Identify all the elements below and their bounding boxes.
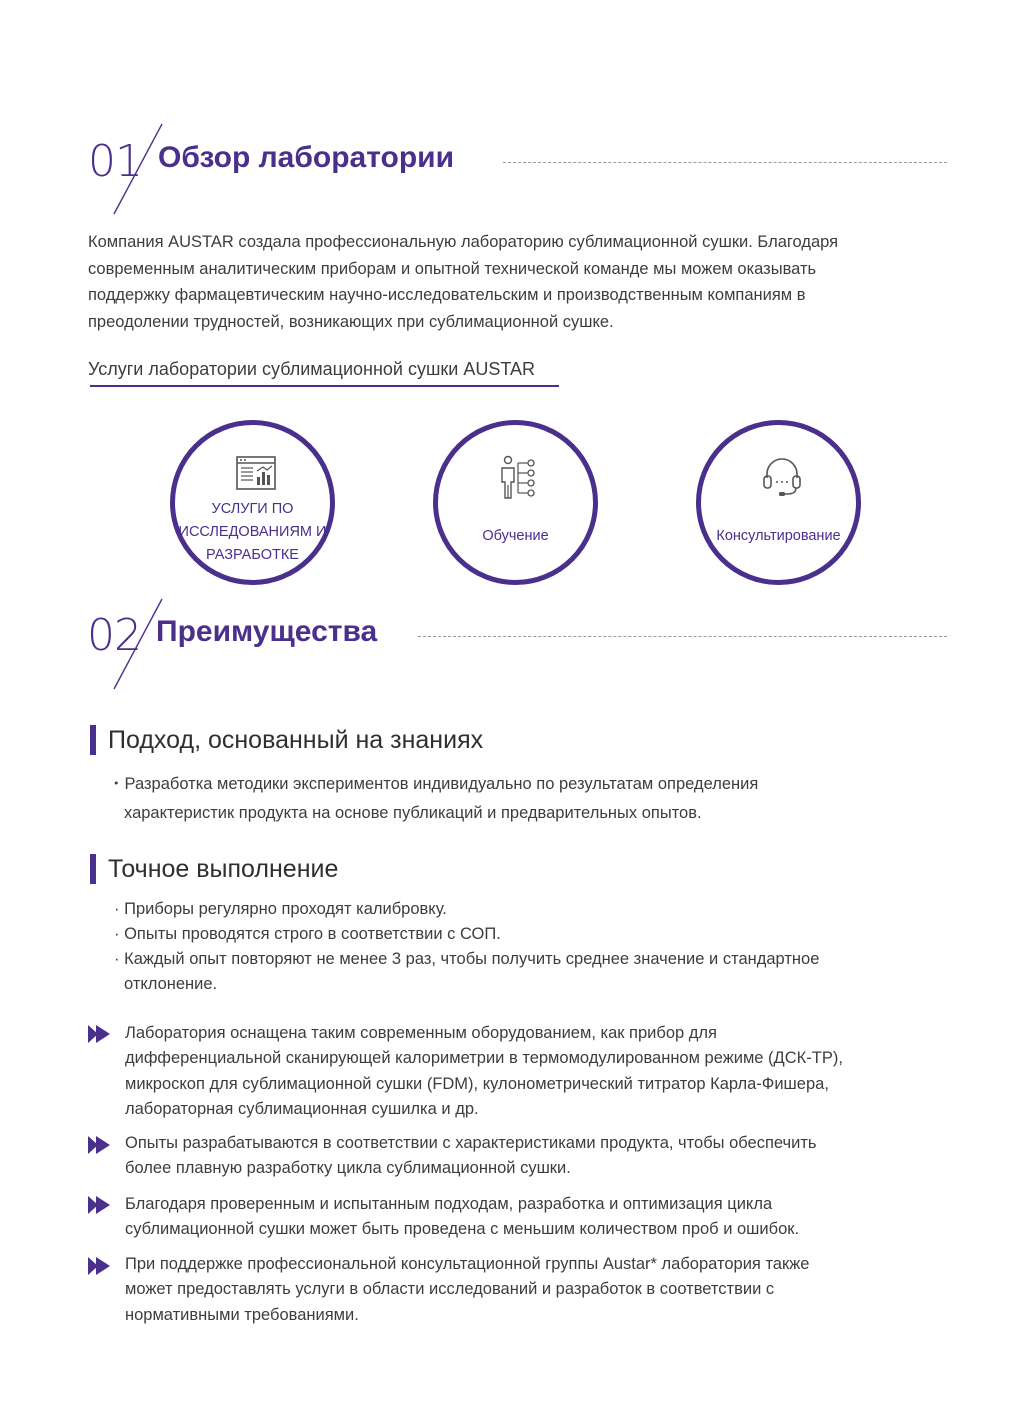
service-label-line: УСЛУГИ ПО — [211, 501, 294, 517]
service-circle-research — [170, 420, 335, 585]
precise-list — [114, 897, 914, 997]
point-line: сублимационной сушки может быть проведена с меньшим количеством проб и ошибок. — [125, 1220, 800, 1239]
service-label — [433, 525, 598, 548]
point-line: может предоставлять услуги в области исследований и разработок в соответствии с — [125, 1280, 775, 1299]
services-title: Услуги лаборатории сублимационной сушки AUSTAR — [88, 359, 536, 379]
point-line: нормативными требованиями. — [125, 1305, 359, 1324]
service-label-line: Обучение — [482, 528, 549, 544]
service-circle-consulting — [696, 420, 861, 585]
monitor-chart-icon — [235, 455, 277, 493]
knowledge-heading: Подход, основанный на знаниях — [108, 726, 484, 754]
intro-line: Компания AUSTAR создала профессиональную лабораторию сублимационной сушки. Благодаря — [88, 233, 839, 251]
bullet-line: отклонение. — [124, 975, 218, 993]
service-label-line: ИССЛЕДОВАНИЯМ И — [178, 524, 327, 540]
bullet-line: ・Разработка методики экспериментов индивидуально по результатам определения — [108, 775, 759, 793]
double-arrow-icon — [88, 1136, 110, 1154]
point-line: лабораторная сублимационная сушилка и др. — [125, 1099, 479, 1118]
point-line: более плавную разработку цикла сублимационной сушки. — [125, 1159, 571, 1178]
point-line: При поддержке профессиональной консультационной группы Austar* лаборатория также — [125, 1255, 810, 1273]
service-label-line: РАЗРАБОТКЕ — [206, 547, 299, 563]
point-line: дифференциальной сканирующей калориметрии в термомодулированном режиме (ДСК-ТР), — [125, 1049, 843, 1068]
section-02-header — [0, 595, 1033, 695]
headset-icon — [761, 456, 803, 498]
service-label-line: Консультирование — [716, 528, 841, 544]
service-circle-training — [433, 420, 598, 585]
dashed-divider — [418, 636, 947, 637]
services-title-underline — [90, 385, 559, 387]
intro-line: преодолении трудностей, возникающих при сублимационной сушке. — [88, 312, 614, 331]
point-line: Лаборатория оснащена таким современным оборудованием, как прибор для — [125, 1024, 717, 1042]
section-title: Обзор лаборатории — [158, 141, 455, 174]
section-title: Преимущества — [156, 615, 378, 648]
bullet-line: · Опыты проводятся строго в соответствии с СОП. — [114, 925, 501, 943]
heading-accent-bar — [90, 725, 96, 755]
advantage-point — [125, 1131, 885, 1182]
intro-line: современным аналитическим приборам и опытной технической команде мы можем оказывать — [88, 259, 817, 278]
section-number: 01 — [88, 136, 142, 187]
bullet-line: · Приборы регулярно проходят калибровку. — [114, 900, 447, 918]
service-label — [170, 498, 335, 567]
double-arrow-icon — [88, 1257, 110, 1275]
training-hierarchy-icon — [498, 455, 538, 501]
bullet-line: характеристик продукта на основе публикаций и предварительных опытов. — [124, 804, 702, 822]
intro-line: поддержку фармацевтическим научно-исследовательским и производственным компаниям в — [88, 286, 806, 304]
section-01-header — [0, 0, 1033, 220]
advantage-point — [125, 1192, 885, 1243]
double-arrow-icon — [88, 1025, 110, 1043]
dashed-divider — [503, 162, 947, 163]
heading-accent-bar — [90, 854, 96, 884]
advantage-point — [125, 1021, 885, 1122]
point-line: Благодаря проверенным и испытанным подходам, разработка и оптимизация цикла — [125, 1195, 773, 1213]
section-number: 02 — [87, 610, 141, 661]
point-line: микроскоп для сублимационной сушки (FDM), кулонометрический титратор Карла-Фишера, — [125, 1074, 829, 1093]
precise-heading: Точное выполнение — [108, 855, 339, 883]
point-line: Опыты разрабатываются в соответствии с характеристиками продукта, чтобы обеспечить — [125, 1134, 817, 1152]
knowledge-text — [108, 772, 908, 826]
service-label — [696, 525, 861, 548]
bullet-line: · Каждый опыт повторяют не менее 3 раз, чтобы получить среднее значение и стандартное — [114, 950, 820, 968]
double-arrow-icon — [88, 1196, 110, 1214]
advantage-point — [125, 1252, 885, 1328]
intro-paragraph — [88, 229, 878, 335]
